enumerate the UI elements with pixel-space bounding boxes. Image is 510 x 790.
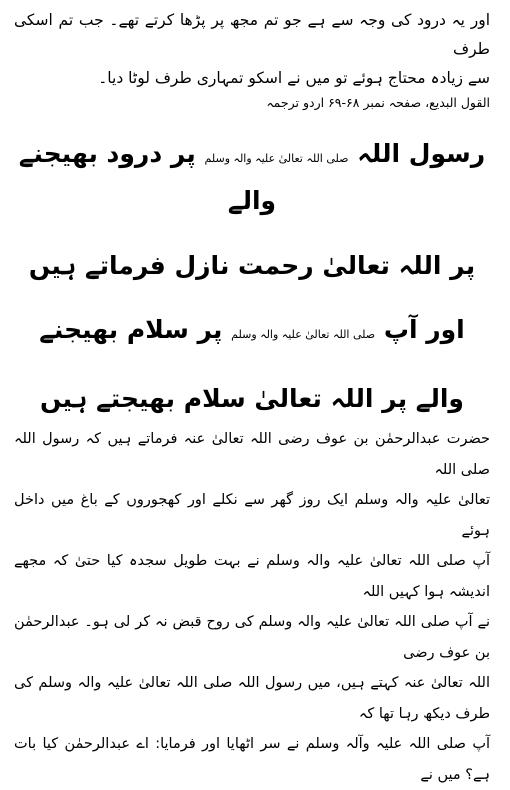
hadith-paragraph	[14, 424, 490, 790]
body-line: آپ صلی اللہ علیہ وآلہ وسلم نے سر اٹھایا اور فرمایا: اے عبدالرحمٰن کیا بات ہے؟ میں نے	[14, 736, 490, 783]
headline-text: پر درود بھیجنے والے	[18, 139, 277, 215]
body-line: حضرت عبدالرحمٰن بن عوف رضی اللہ تعالیٰ عنہ فرماتے ہیں کہ رسول اللہ صلی اللہ	[14, 431, 490, 478]
headline-text: رسول اللہ	[357, 139, 486, 168]
headline-text: پر سلام بھیجنے	[39, 315, 223, 344]
headline-block	[14, 133, 490, 420]
intro-line: سے زیادہ محتاج ہوئے تو میں نے اسکو تمہاری طرف لوٹا دیا۔	[98, 69, 490, 87]
honorific-text: صلی اللہ تعالیٰ علیہ والہ وسلم	[231, 328, 376, 341]
headline-line	[14, 309, 490, 356]
body-line: آپ صلی اللہ تعالیٰ علیہ والہ وسلم نے بہت طویل سجدہ کیا حتیٰ کہ مجھے اندیشہ ہوا کہیں اللہ	[14, 553, 490, 600]
body-line: اللہ تعالیٰ عنہ کہتے ہیں، میں رسول اللہ صلی اللہ تعالیٰ علیہ والہ وسلم کی طرف دیکھ رہا تھا کہ	[14, 675, 490, 722]
body-line: نے آپ صلی اللہ تعالیٰ علیہ والہ وسلم کی روح قبض نہ کر لی ہو۔ عبدالرحمٰن بن عوف رضی	[14, 614, 490, 661]
intro-paragraph	[14, 6, 490, 113]
body-line: تعالیٰ علیہ والہ وسلم ایک روز گھر سے نکلے اور کھجوروں کے باغ میں داخل ہوئے	[14, 492, 490, 539]
headline-line: پر اللہ تعالیٰ رحمت نازل فرماتے ہیں	[28, 251, 476, 280]
headline-text: اور آپ	[383, 315, 465, 344]
intro-line: اور یہ درود کی وجہ سے ہے جو تم مجھ پر پڑھا کرتے تھے۔ جب تم اسکی طرف	[14, 11, 490, 58]
headline-line: والے پر اللہ تعالیٰ سلام بھیجتے ہیں	[40, 384, 464, 413]
honorific-text: صلی اللہ تعالیٰ علیہ والہ وسلم	[204, 152, 349, 165]
headline-line	[14, 133, 490, 222]
source-reference: القول البدیع، صفحہ نمبر ۶۸-۶۹ اردو ترجمہ	[266, 95, 490, 110]
